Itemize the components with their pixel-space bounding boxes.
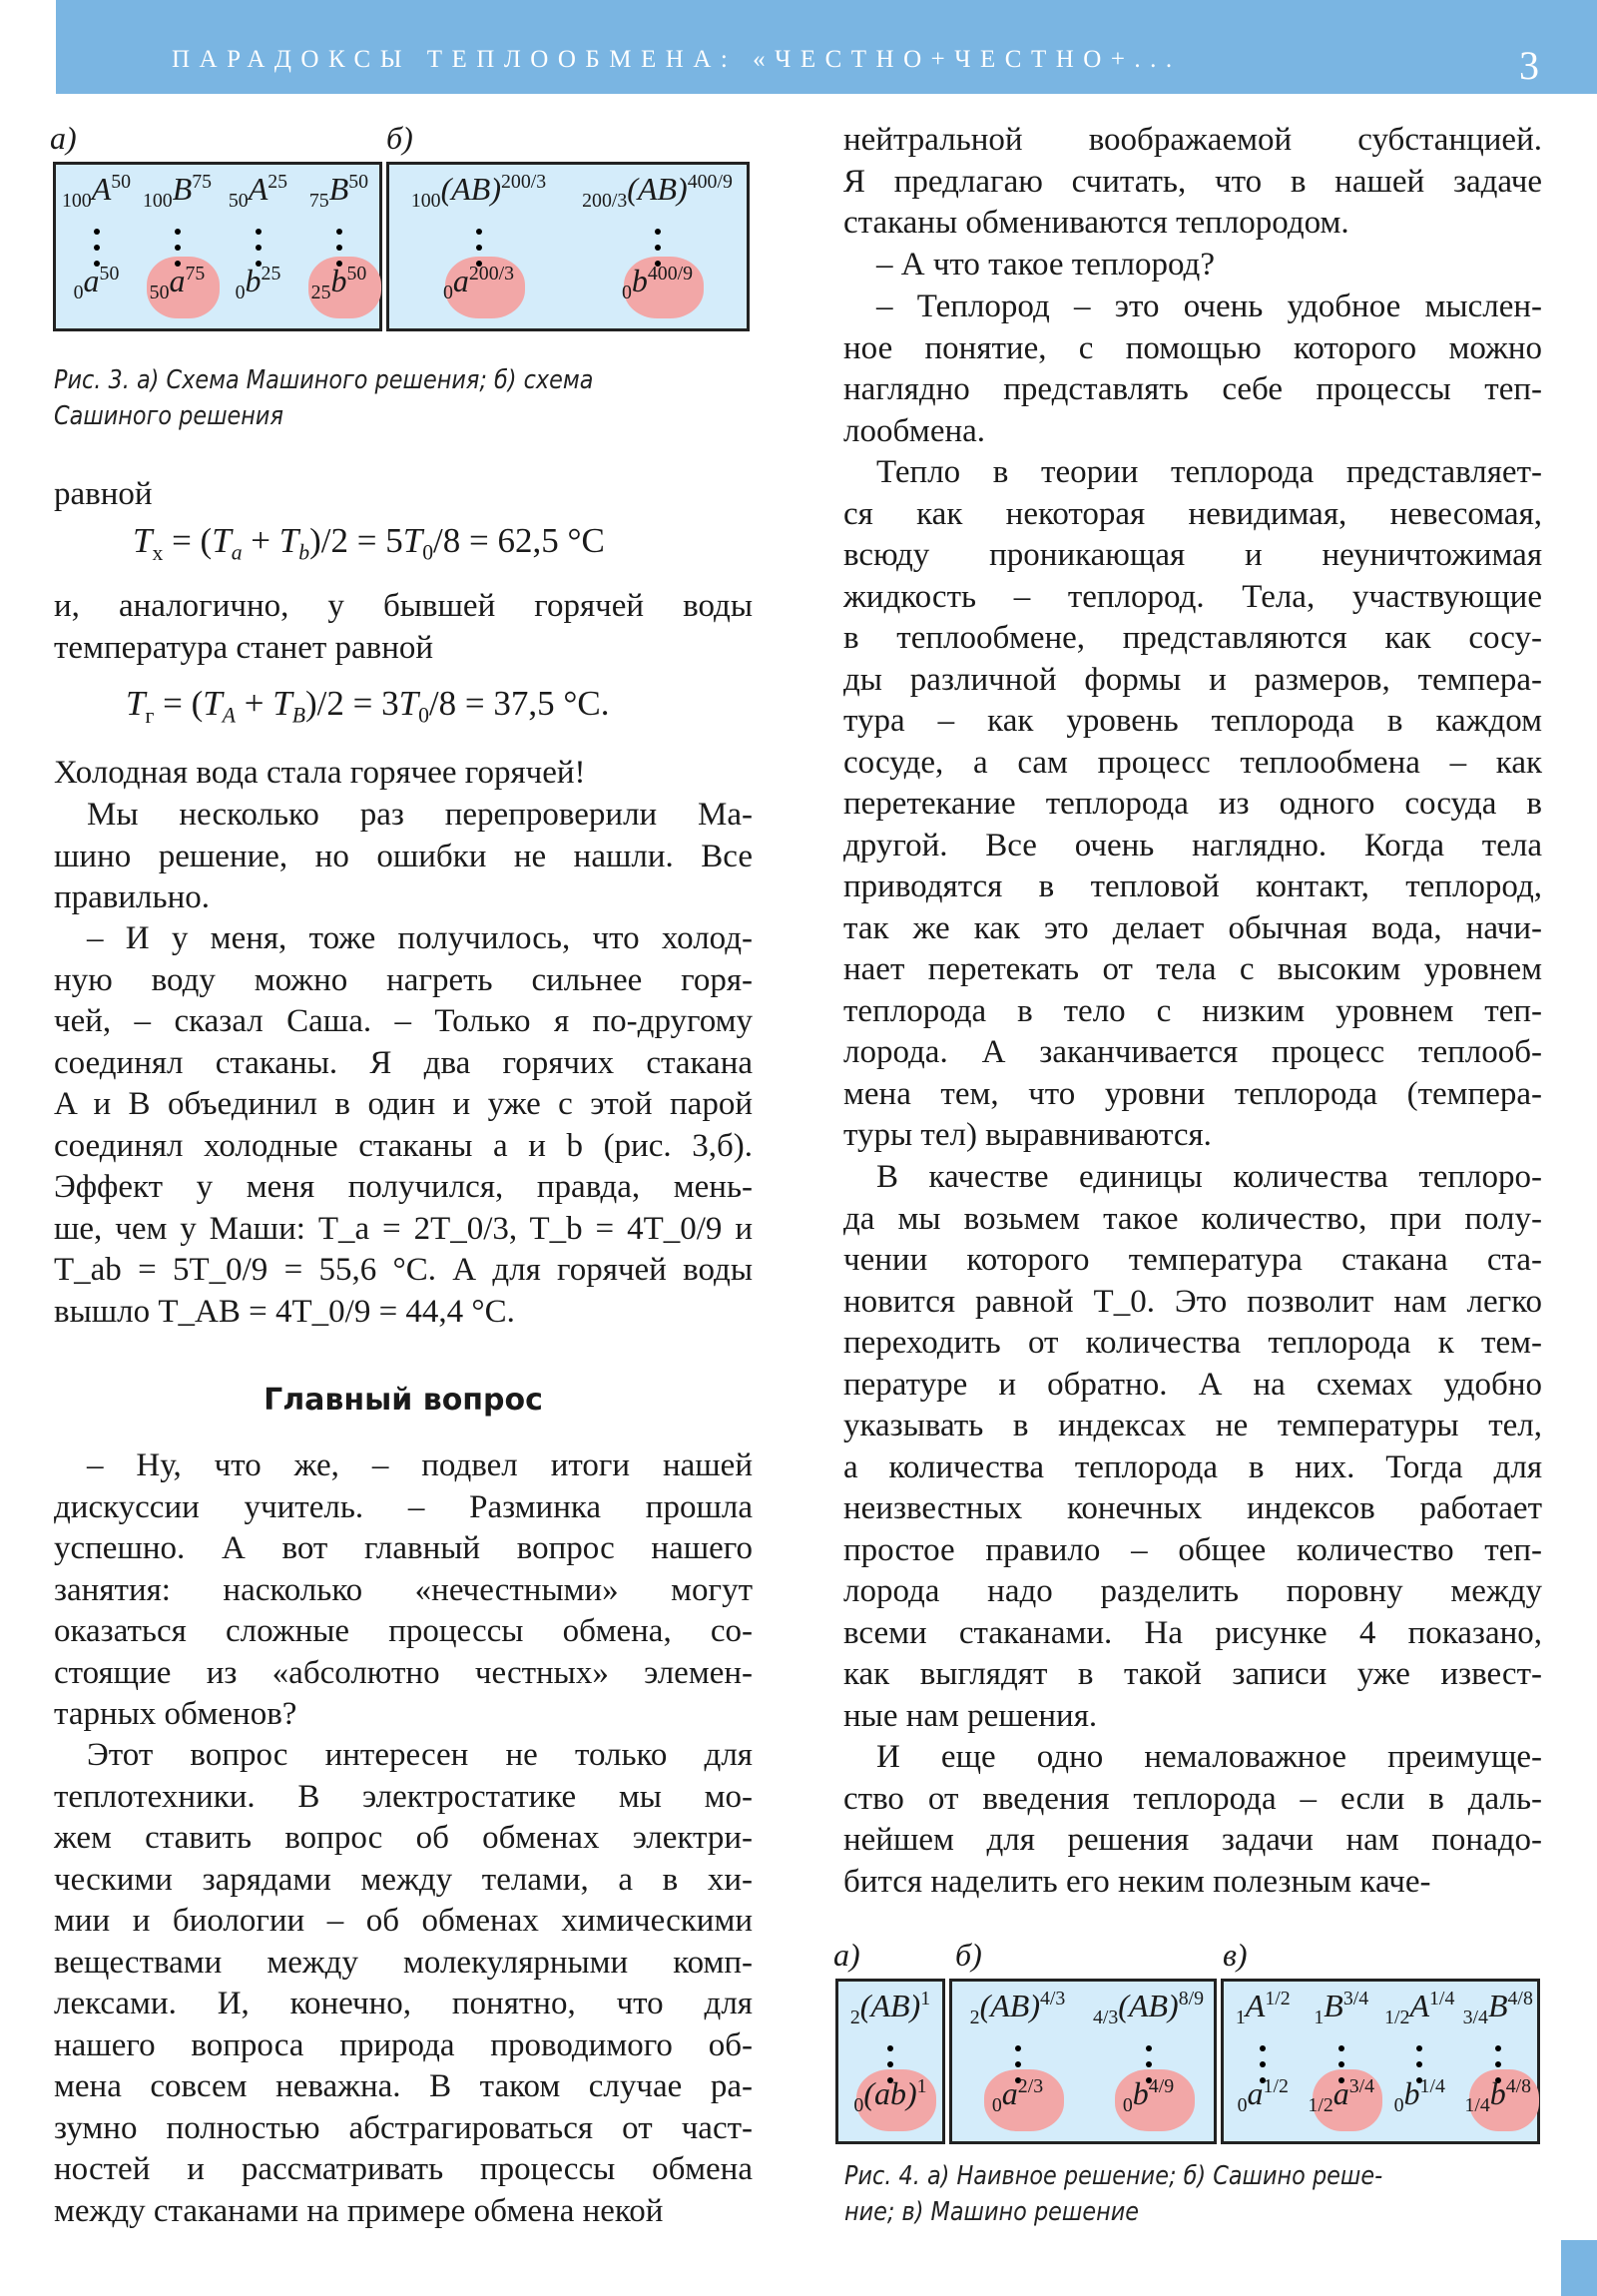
diagram-glass-pair bbox=[1380, 1982, 1459, 2141]
fig3a-diagram bbox=[53, 162, 382, 331]
running-header bbox=[56, 0, 1597, 94]
text-line: ство от введения теплорода – если в даль- bbox=[843, 1780, 1542, 1817]
text-line: так же как это делает обычная вода, начи- bbox=[843, 909, 1542, 946]
glass-hot-label: $_2$(AB)$^1$ bbox=[849, 1988, 931, 2028]
text-line: мена тем, что уровни теплорода (темпера- bbox=[843, 1075, 1542, 1112]
glass-cold-label: $_0b^{400/9}$ bbox=[621, 263, 694, 303]
fig4c-diagram bbox=[1221, 1979, 1540, 2144]
glass-hot-label: $_{200/3}$(AB)$^{400/9}$ bbox=[582, 171, 733, 212]
diagram-glass-pair bbox=[218, 165, 298, 328]
text-line: ные нам решения. bbox=[843, 1697, 1098, 1734]
formula-t-hot: $T_г = (T_A + T_B)/2 = 3T_0/8 = 37,5$ °C. bbox=[126, 684, 610, 728]
diagram-glass-pair bbox=[952, 1982, 1083, 2141]
text-line: и, аналогично, у бывшей горячей воды bbox=[54, 588, 753, 624]
text-line: оказаться сложные процессы обмена, со- bbox=[54, 1613, 753, 1649]
caption-line: Рис. 3. а) Схема Машиного решения; б) схема bbox=[54, 365, 594, 395]
text-line: лорода надо разделить поровну между bbox=[843, 1573, 1542, 1609]
text-line: Холодная вода стала горячее горячей! bbox=[54, 755, 586, 791]
glass-hot-label: $_{50}A^{25}$ bbox=[228, 171, 288, 212]
text-line: веществами между молекулярными комп- bbox=[54, 1944, 753, 1981]
glass-cold-label: $_0a^{200/3}$ bbox=[442, 263, 515, 303]
text-line: ную воду можно нагреть сильнее горя- bbox=[54, 961, 753, 998]
text-line: указывать в индексах не температуры тел, bbox=[843, 1408, 1542, 1443]
text-line: Я предлагаю считать, что в нашей задаче bbox=[843, 163, 1542, 200]
text-line: успешно. А вот главный вопрос нашего bbox=[54, 1530, 753, 1566]
text-line: ное понятие, с помощью которого можно bbox=[843, 329, 1542, 366]
formula-t-cold: $T_х = (T_a + T_b)/2 = 5T_0/8 = 62,5$ °C bbox=[133, 521, 605, 565]
paragraph bbox=[843, 120, 1542, 245]
paragraph bbox=[843, 245, 1542, 287]
fig3-caption bbox=[54, 362, 593, 434]
text-line: нейшем для решения задачи нам понадо- bbox=[843, 1822, 1542, 1858]
text-line: всеми стаканами. На рисунке 4 показано, bbox=[843, 1614, 1542, 1651]
fig4b-diagram bbox=[949, 1979, 1217, 2144]
text-line: соединял стаканы. Я два горячих стакана bbox=[54, 1044, 753, 1081]
paragraph bbox=[54, 753, 753, 795]
text-line: чей, – сказал Саша. – Только я по-другому bbox=[54, 1003, 753, 1039]
paragraph bbox=[843, 287, 1542, 452]
paragraph bbox=[54, 586, 753, 669]
glass-hot-label: $_1B^{3/4}$ bbox=[1314, 1988, 1369, 2028]
glass-hot-label: $_{100}A^{50}$ bbox=[61, 171, 132, 212]
diagram-glass-pair bbox=[137, 165, 218, 328]
page-number: 3 bbox=[1519, 43, 1539, 88]
text-line: В качестве единицы количества теплоро- bbox=[876, 1159, 1542, 1195]
text-line: нашего вопроса природа проводимого об- bbox=[54, 2026, 753, 2063]
text-line: туры тел) выравниваются. bbox=[843, 1117, 1212, 1153]
glass-cold-label: $_0a^{2/3}$ bbox=[991, 2075, 1044, 2116]
fig4-caption bbox=[844, 2158, 1382, 2230]
glass-hot-label: $_{75}B^{50}$ bbox=[308, 171, 369, 212]
text-line: правильно. bbox=[54, 879, 210, 915]
glass-hot-label: $_1A^{1/2}$ bbox=[1235, 1988, 1291, 2028]
text-line: равной bbox=[54, 476, 153, 512]
text-line: простое правило – общее количество теп- bbox=[843, 1531, 1542, 1568]
text-line: пературе и обратно. А на схемах удобно bbox=[843, 1366, 1542, 1403]
fig3-label-b: б) bbox=[386, 120, 413, 156]
glass-cold-label: $_0$(ab)$^1$ bbox=[853, 2075, 927, 2116]
text-line: шино решение, но ошибки не нашли. Все bbox=[54, 838, 753, 874]
diagram-glass-pair bbox=[838, 1982, 942, 2141]
text-line: ся как некоторая невидимая, невесомая, bbox=[843, 495, 1542, 532]
text-line: бится наделить его неким полезным каче- bbox=[843, 1863, 1431, 1900]
paragraph bbox=[54, 1735, 753, 2232]
paragraph bbox=[843, 452, 1542, 1157]
text-line: T_ab = 5T_0/9 = 55,6 °C. А для горячей воды bbox=[54, 1252, 753, 1288]
caption-line: Рис. 4. а) Наивное решение; б) Сашино реше- bbox=[844, 2161, 1383, 2191]
text-line: вышло T_AB = 4T_0/9 = 44,4 °C. bbox=[54, 1293, 515, 1330]
text-line: занятия: насколько «нечестными» могут bbox=[54, 1571, 753, 1608]
fig4-label-c: в) bbox=[1223, 1937, 1248, 1973]
text-line: теплорода в тело с низким уровнем теп- bbox=[843, 992, 1542, 1029]
text-line: Тепло в теории теплорода представляет- bbox=[876, 454, 1542, 490]
text-line: мена совсем неважна. В таком случае ра- bbox=[54, 2068, 753, 2104]
text-line: чении которого температура стакана ста- bbox=[843, 1242, 1542, 1278]
text-line: перетекание теплорода из одного сосуда в bbox=[843, 786, 1542, 822]
glass-hot-label: $_{100}$(AB)$^{200/3}$ bbox=[410, 171, 547, 212]
page-edge-tab bbox=[1561, 2240, 1597, 2296]
text-line: жем ставить вопрос об обменах электри- bbox=[54, 1820, 753, 1856]
text-line: жидкость – теплород. Тела, участвующие bbox=[843, 578, 1542, 615]
text-line: переходить от количества теплорода к тем- bbox=[843, 1325, 1542, 1361]
text-line: стоящие из «абсолютно честных» элемен- bbox=[54, 1654, 753, 1691]
text-line: да мы возьмем такое количество, при полу- bbox=[843, 1200, 1542, 1237]
text-line: как выглядят в такой записи уже извест- bbox=[843, 1656, 1542, 1692]
text-line: новится равной T_0. Это позволит нам легко bbox=[843, 1283, 1542, 1320]
text-line: лорода. А заканчивается процесс теплооб- bbox=[843, 1034, 1542, 1070]
fig4a-diagram bbox=[835, 1979, 945, 2144]
glass-cold-label: $_{50}a^{75}$ bbox=[149, 263, 206, 303]
text-line: между стаканами на примере обмена некой bbox=[54, 2192, 664, 2229]
fig4-label-b: б) bbox=[955, 1937, 982, 1973]
text-line: – Теплород – это очень удобное мыслен- bbox=[876, 288, 1542, 324]
glass-hot-label: $_2$(AB)$^{4/3}$ bbox=[969, 1988, 1066, 2028]
text-line: другой. Все очень наглядно. Когда тела bbox=[843, 827, 1542, 863]
text-line: неизвестных конечных индексов работает bbox=[843, 1490, 1542, 1526]
text-line: а количества теплорода в них. Тогда для bbox=[843, 1448, 1542, 1485]
text-line: И еще одно немаловажное преимуще- bbox=[876, 1739, 1542, 1775]
text-line: – И у меня, тоже получилось, что холод- bbox=[87, 920, 753, 956]
text-line: – А что такое теплород? bbox=[876, 247, 1215, 283]
diagram-glass-pair bbox=[1303, 1982, 1381, 2141]
text-line: наглядно представлять себе процессы теп- bbox=[843, 371, 1542, 407]
paragraph bbox=[54, 474, 753, 516]
text-line: ностей и рассматривать процессы обмена bbox=[54, 2151, 753, 2187]
caption-line: Сашиного решения bbox=[54, 401, 283, 431]
glass-cold-label: $_{1/4}b^{4/8}$ bbox=[1464, 2075, 1532, 2116]
paragraph bbox=[54, 1445, 753, 1736]
text-line: соединял холодные стаканы a и b (рис. 3,б). bbox=[54, 1127, 753, 1164]
text-line: A и B объединил в один и уже с этой парой bbox=[54, 1086, 753, 1122]
text-line: лообмена. bbox=[843, 412, 986, 449]
diagram-glass-pair bbox=[568, 165, 747, 328]
text-line: дискуссии учитель. – Разминка прошла bbox=[54, 1488, 753, 1525]
text-line: ды различной формы и размеров, темпера- bbox=[843, 661, 1542, 698]
text-line: температура станет равной bbox=[54, 629, 434, 666]
glass-cold-label: $_{1/2}a^{3/4}$ bbox=[1308, 2075, 1375, 2116]
header-title: ПАРАДОКСЫ ТЕПЛООБМЕНА: «ЧЕСТНО+ЧЕСТНО+... bbox=[172, 46, 1182, 73]
text-line: нает перетекать от тела с высоким уровнем bbox=[843, 951, 1542, 987]
caption-line: ние; в) Машино решение bbox=[844, 2197, 1140, 2227]
paragraph bbox=[54, 795, 753, 919]
paragraph bbox=[54, 918, 753, 1333]
glass-hot-label: $_{3/4}B^{4/8}$ bbox=[1462, 1988, 1533, 2028]
text-line: Мы несколько раз перепроверили Ма- bbox=[87, 797, 753, 833]
text-line: Этот вопрос интересен не только для bbox=[87, 1737, 753, 1773]
text-line: тура – как уровень теплорода в каждом bbox=[843, 703, 1542, 739]
text-line: всюду проникающая и неуничтожимая bbox=[843, 537, 1542, 573]
text-line: приводятся в тепловой контакт, теплород, bbox=[843, 868, 1542, 904]
text-line: в теплообмене, представляются как сосу- bbox=[843, 620, 1542, 656]
glass-cold-label: $_0b^{4/9}$ bbox=[1122, 2075, 1175, 2116]
glass-hot-label: $_{1/2}A^{1/4}$ bbox=[1384, 1988, 1455, 2028]
glass-cold-label: $_0b^{25}$ bbox=[235, 263, 281, 303]
glass-hot-label: $_{100}B^{75}$ bbox=[142, 171, 213, 212]
diagram-glass-pair bbox=[1224, 1982, 1303, 2141]
text-line: Эффект у меня получился, правда, мень- bbox=[54, 1169, 753, 1205]
glass-cold-label: $_{25}b^{50}$ bbox=[310, 263, 367, 303]
diagram-glass-pair bbox=[1083, 1982, 1214, 2141]
section-heading: Главный вопрос bbox=[264, 1383, 543, 1418]
text-line: – Ну, что же, – подвел итоги нашей bbox=[87, 1447, 753, 1483]
formula-subscript: х bbox=[152, 540, 164, 565]
text-line: сосуде, а сам процесс теплообмена – как bbox=[843, 744, 1542, 781]
text-line: тарных обменов? bbox=[54, 1696, 297, 1732]
text-line: лексами. И, конечно, понятно, что для bbox=[54, 1986, 753, 2021]
glass-cold-label: $_0b^{1/4}$ bbox=[1393, 2075, 1445, 2116]
text-line: зумно полностью абстрагироваться от част- bbox=[54, 2109, 753, 2146]
fig3b-diagram bbox=[386, 162, 750, 331]
text-line: мии и биологии – об обменах химическими bbox=[54, 1903, 753, 1939]
paragraph bbox=[843, 1737, 1542, 1903]
text-line: нейтральной воображаемой субстанцией. bbox=[843, 122, 1542, 158]
diagram-glass-pair bbox=[56, 165, 137, 328]
glass-cold-label: $_0a^{50}$ bbox=[73, 263, 120, 303]
fig3-label-a: а) bbox=[50, 120, 77, 156]
glass-hot-label: $_{4/3}$(AB)$^{8/9}$ bbox=[1092, 1988, 1205, 2028]
text-line: ческими зарядами между телами, а в хи- bbox=[54, 1861, 753, 1898]
text-line: теплотехники. В электростатике мы мо- bbox=[54, 1778, 753, 1815]
text-line: стаканы обмениваются теплородом. bbox=[843, 205, 1349, 241]
text-line: ше, чем у Маши: T_a = 2T_0/3, T_b = 4T_0/9 и bbox=[54, 1210, 753, 1247]
diagram-glass-pair bbox=[1459, 1982, 1538, 2141]
diagram-glass-pair bbox=[389, 165, 568, 328]
paragraph bbox=[843, 1157, 1542, 1737]
fig4-label-a: а) bbox=[833, 1937, 860, 1973]
formula-subscript: г bbox=[145, 703, 155, 728]
diagram-glass-pair bbox=[298, 165, 379, 328]
glass-cold-label: $_0a^{1/2}$ bbox=[1237, 2075, 1289, 2116]
